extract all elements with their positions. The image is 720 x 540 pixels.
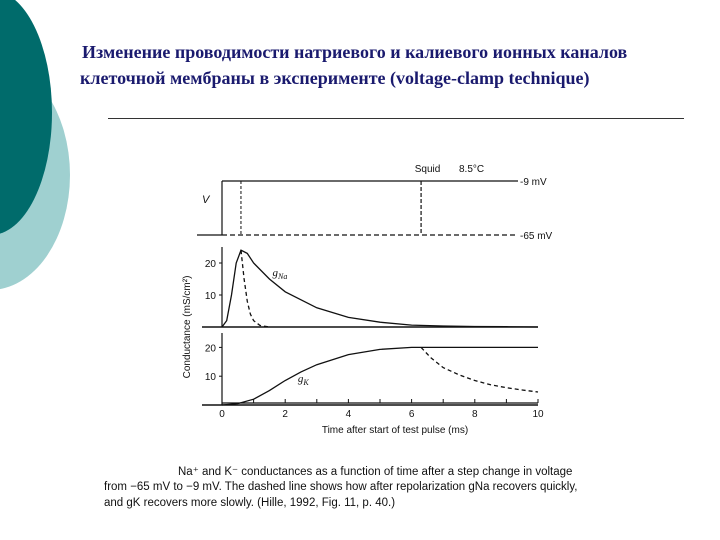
series-label-sub-gK: K xyxy=(303,377,309,387)
voltage-axis-label: V xyxy=(202,194,210,206)
x-tick-label-8: 8 xyxy=(472,409,478,420)
y-axis-label: Conductance (mS/cm²) xyxy=(182,275,193,379)
voltage-level-label-high: -9 mV xyxy=(520,177,547,188)
annotation-temperature: 8.5°C xyxy=(459,164,485,175)
voltage-level-label-low: -65 mV xyxy=(520,231,553,242)
y-tick-label-gNa-10: 10 xyxy=(204,291,216,302)
series-gK-dashed xyxy=(421,347,538,392)
annotation-species: Squid xyxy=(414,164,441,175)
series-gNa-solid xyxy=(222,250,538,327)
y-tick-label-gK-10: 10 xyxy=(204,372,216,384)
slide-title-line-2: клеточной мембраны в эксперименте (voltage-clamp technique) xyxy=(80,68,590,88)
caption-line-3: and gK recovers more slowly. (Hille, 1992, Fig. 11, p. 40.) xyxy=(104,497,396,509)
x-tick-label-4: 4 xyxy=(345,409,352,420)
x-axis-label: Time after start of test pulse (ms) xyxy=(321,425,469,436)
caption-line-2: from −65 mV to −9 mV. The dashed line shows how after repolarization gNa recovers quickly, xyxy=(104,481,578,493)
y-tick-label-gNa-20: 20 xyxy=(204,259,216,270)
x-tick-label-0: 0 xyxy=(219,409,225,420)
series-gNa-dashed xyxy=(241,250,269,327)
series-label-sub-gNa: Na xyxy=(278,271,288,281)
series-label-gK: $g_K$ xyxy=(297,372,309,387)
series-gK-solid xyxy=(222,347,538,405)
x-tick-label-6: 6 xyxy=(408,409,415,420)
y-tick-label-gK-20: 20 xyxy=(204,343,216,355)
x-tick-label-2: 2 xyxy=(282,409,288,420)
x-tick-label-10: 10 xyxy=(532,409,544,420)
series-label-gNa: $g_{Na}$ xyxy=(272,266,288,281)
title-divider xyxy=(108,118,684,119)
caption-line-1: Na⁺ and K⁻ conductances as a function of time after a step change in voltage xyxy=(178,466,573,478)
slide-title-line-1: Изменение проводимости натриевого и калиевого ионных каналов xyxy=(82,42,628,62)
conductance-chart xyxy=(180,155,560,450)
